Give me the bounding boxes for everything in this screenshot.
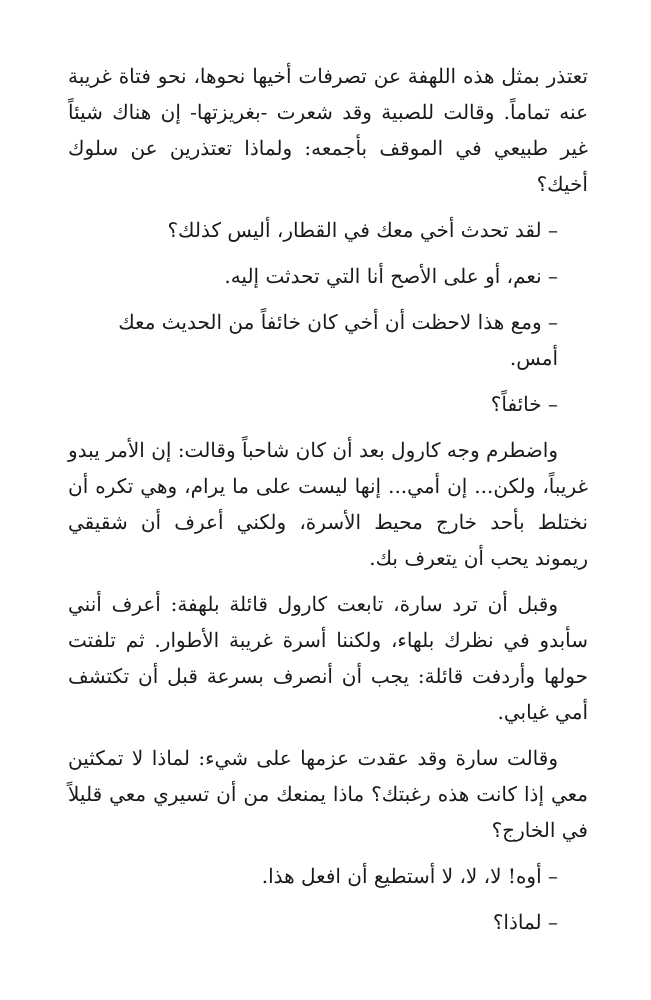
dialogue-line-1: – لقد تحدث أخي معك في القطار، أليس كذلك؟ — [167, 218, 558, 242]
dialogue-line-2: – نعم، أو على الأصح أنا التي تحدثت إليه. — [224, 264, 558, 288]
dialogue-line-5: – أوه! لا، لا، لا أستطيع أن افعل هذا. — [261, 864, 558, 888]
paragraph-2: واضطرم وجه كارول بعد أن كان شاحباً وقالت: إن الأمر يبدو غريباً، ولكن... إن أمي... إنها ليست على ما يرام، وهي تكره أن نختلط بأحد خارج محيط الأسرة، ولكني أعرف أن شقيقي ريموند يحب أن يتعرف بك. — [68, 438, 588, 570]
paragraph-3: وقبل أن ترد سارة، تابعت كارول قائلة بلهفة: أعرف أنني سأبدو في نظرك بلهاء، ولكننا أسرة غريبة الأطوار. ثم تلفتت حولها وأردفت قائلة: يجب أن أنصرف بسرعة قبل أن تكتشف أمي غيابي. — [68, 592, 588, 724]
paragraph-1: تعتذر بمثل هذه اللهفة عن تصرفات أخيها نحوها، نحو فتاة غريبة عنه تماماً. وقالت للصبية وقد شعرت -بغريزتها- إن هناك شيئاً غير طبيعي في الموقف بأجمعه: ولماذا تعتذرين عن سلوك أخيك؟ — [68, 64, 588, 196]
book-page — [68, 58, 588, 950]
dialogue-line-3: – ومع هذا لاحظت أن أخي كان خائفاً من الحديث معك أمس. — [118, 310, 558, 370]
dialogue-line-6: – لماذا؟ — [492, 910, 558, 934]
paragraph-4: وقالت سارة وقد عقدت عزمها على شيء: لماذا لا تمكثين معي إذا كانت هذه رغبتك؟ ماذا يمنعك من أن تسيري معي قليلاً في الخارج؟ — [68, 746, 588, 842]
dialogue-line-4: – خائفاً؟ — [490, 392, 558, 416]
